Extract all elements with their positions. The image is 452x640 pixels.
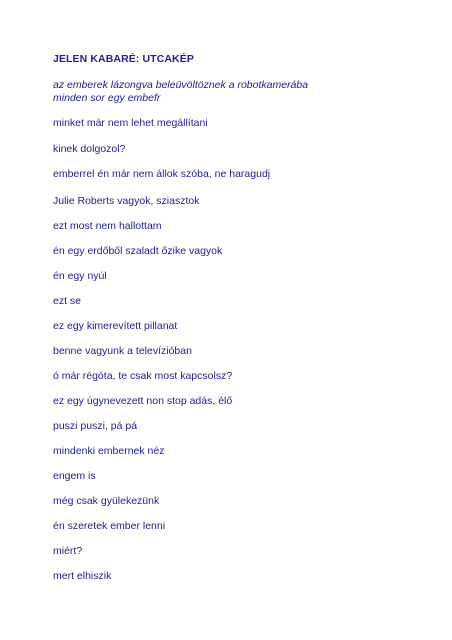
poem-line: kinek dolgozol? <box>53 143 126 155</box>
poem-line: miért? <box>53 545 83 557</box>
poem-line: ezt most nem hallottam <box>53 220 162 232</box>
intro-stanza <box>53 79 308 105</box>
poem-line: ó már régóta, te csak most kapcsolsz? <box>53 370 233 382</box>
intro-line: az emberek lázongva beleüvöltöznek a robotkamerába <box>53 79 309 91</box>
poem-line: még csak gyülekezünk <box>53 495 160 507</box>
poem-line: engem is <box>53 470 96 482</box>
document-title: JELEN KABARÉ: UTCAKÉP <box>53 53 194 65</box>
poem-line: ez egy úgynevezett non stop adás, élő <box>53 395 233 407</box>
poem-line: benne vagyunk a televízióban <box>53 345 192 357</box>
poem-line: Julie Roberts vagyok, sziasztok <box>53 195 200 207</box>
poem-line: emberrel én már nem állok szóba, ne haragudj <box>53 168 271 180</box>
intro-line: minden sor egy embefr <box>53 92 161 104</box>
poem-line: minket már nem lehet megállítani <box>53 117 208 129</box>
poem-line: mindenki embernek néz <box>53 445 165 457</box>
poem-line: ez egy kimerevített pillanat <box>53 320 178 332</box>
poem-line: puszi puszi, pá pá <box>53 420 138 432</box>
poem-line: én egy nyúl <box>53 270 107 282</box>
poem-line: mert elhiszik <box>53 570 112 582</box>
poem-line: én egy erdőből szaladt őzike vagyok <box>53 245 223 257</box>
poem-line: ezt se <box>53 295 82 307</box>
poem-line: én szeretek ember lenni <box>53 520 166 532</box>
